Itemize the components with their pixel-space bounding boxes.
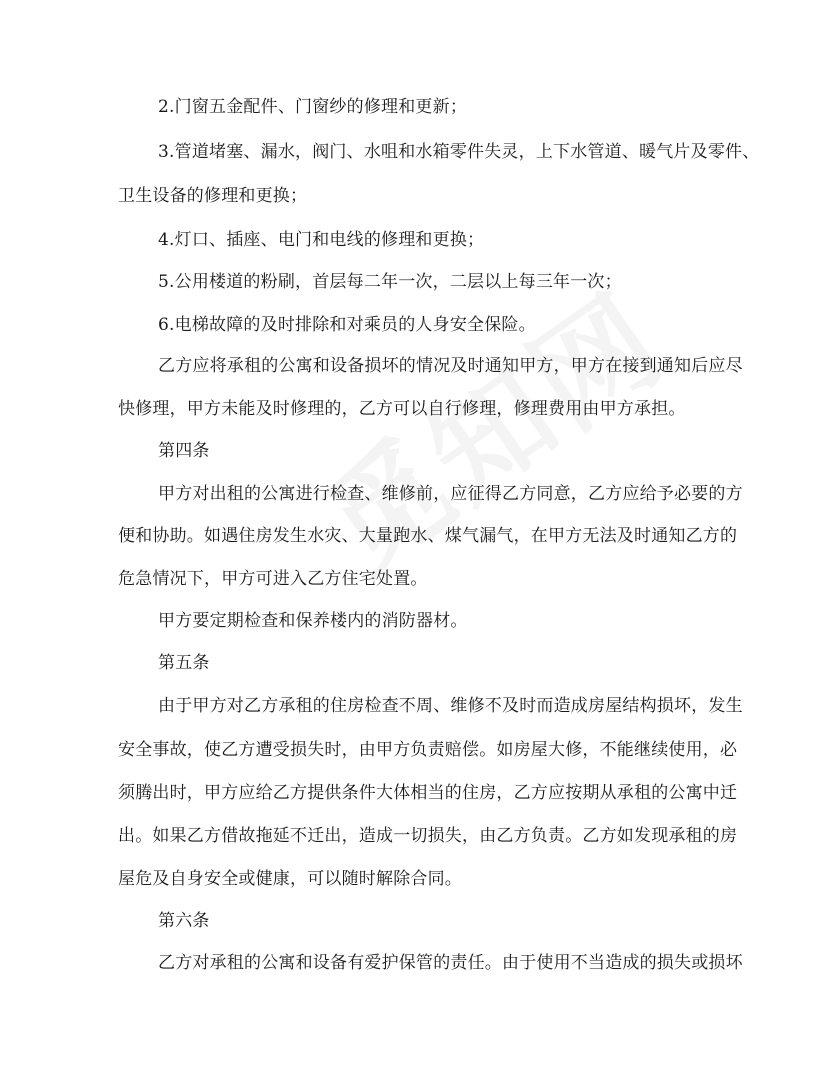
text-line-7: 乙方应将承租的公寓和设备损坏的情况及时通知甲方，甲方在接到通知后应尽	[158, 356, 743, 376]
text-line-2: 3.管道堵塞、漏水，阀门、水咀和水箱零件失灵，上下水管道、暖气片及零件、	[158, 142, 760, 162]
text-line-1: 2.门窗五金配件、门窗纱的修理和更新；	[158, 97, 468, 117]
text-line-13: 由于甲方对乙方承租的住房检查不周、维修不及时而造成房屋结构损坏，发生	[158, 696, 743, 716]
text-line-14: 安全事故，使乙方遭受损失时，由甲方负责赔偿。如房屋大修，不能继续使用，必	[118, 740, 738, 760]
text-line-3: 卫生设备的修理和更换；	[118, 186, 308, 206]
text-line-8: 快修理，甲方未能及时修理的，乙方可以自行修理，修理费用由甲方承担。	[118, 399, 686, 419]
section-heading-5: 第五条	[158, 653, 210, 673]
text-line-17: 屋危及自身安全或健康，可以随时解除合同。	[118, 869, 462, 889]
text-line-16: 出。如果乙方借故拖延不迁出，造成一切损失，由乙方负责。乙方如发现承租的房	[118, 826, 738, 846]
text-line-9: 甲方对出租的公寓进行检查、维修前，应征得乙方同意，乙方应给予必要的方	[158, 484, 743, 504]
text-line-11: 危急情况下，甲方可进入乙方住宅处置。	[118, 569, 428, 589]
text-line-5: 5.公用楼道的粉刷，首层每二年一次，二层以上每三年一次；	[158, 272, 622, 292]
section-heading-6: 第六条	[158, 911, 210, 931]
text-line-4: 4.灯口、插座、电门和电线的修理和更换；	[158, 230, 485, 250]
text-line-6: 6.电梯故障的及时排除和对乘员的人身安全保险。	[158, 315, 536, 335]
text-line-10: 便和协助。如遇住房发生水灾、大量跑水、煤气漏气，在甲方无法及时通知乙方的	[118, 526, 738, 546]
text-line-15: 须腾出时，甲方应给乙方提供条件大体相当的住房，乙方应按期从承租的公寓中迁	[118, 783, 738, 803]
watermark	[285, 247, 693, 605]
text-line-12: 甲方要定期检查和保养楼内的消防器材。	[158, 611, 468, 631]
section-heading-4: 第四条	[158, 441, 210, 461]
text-line-18: 乙方对承租的公寓和设备有爱护保管的责任。由于使用不当造成的损失或损坏	[158, 953, 743, 973]
